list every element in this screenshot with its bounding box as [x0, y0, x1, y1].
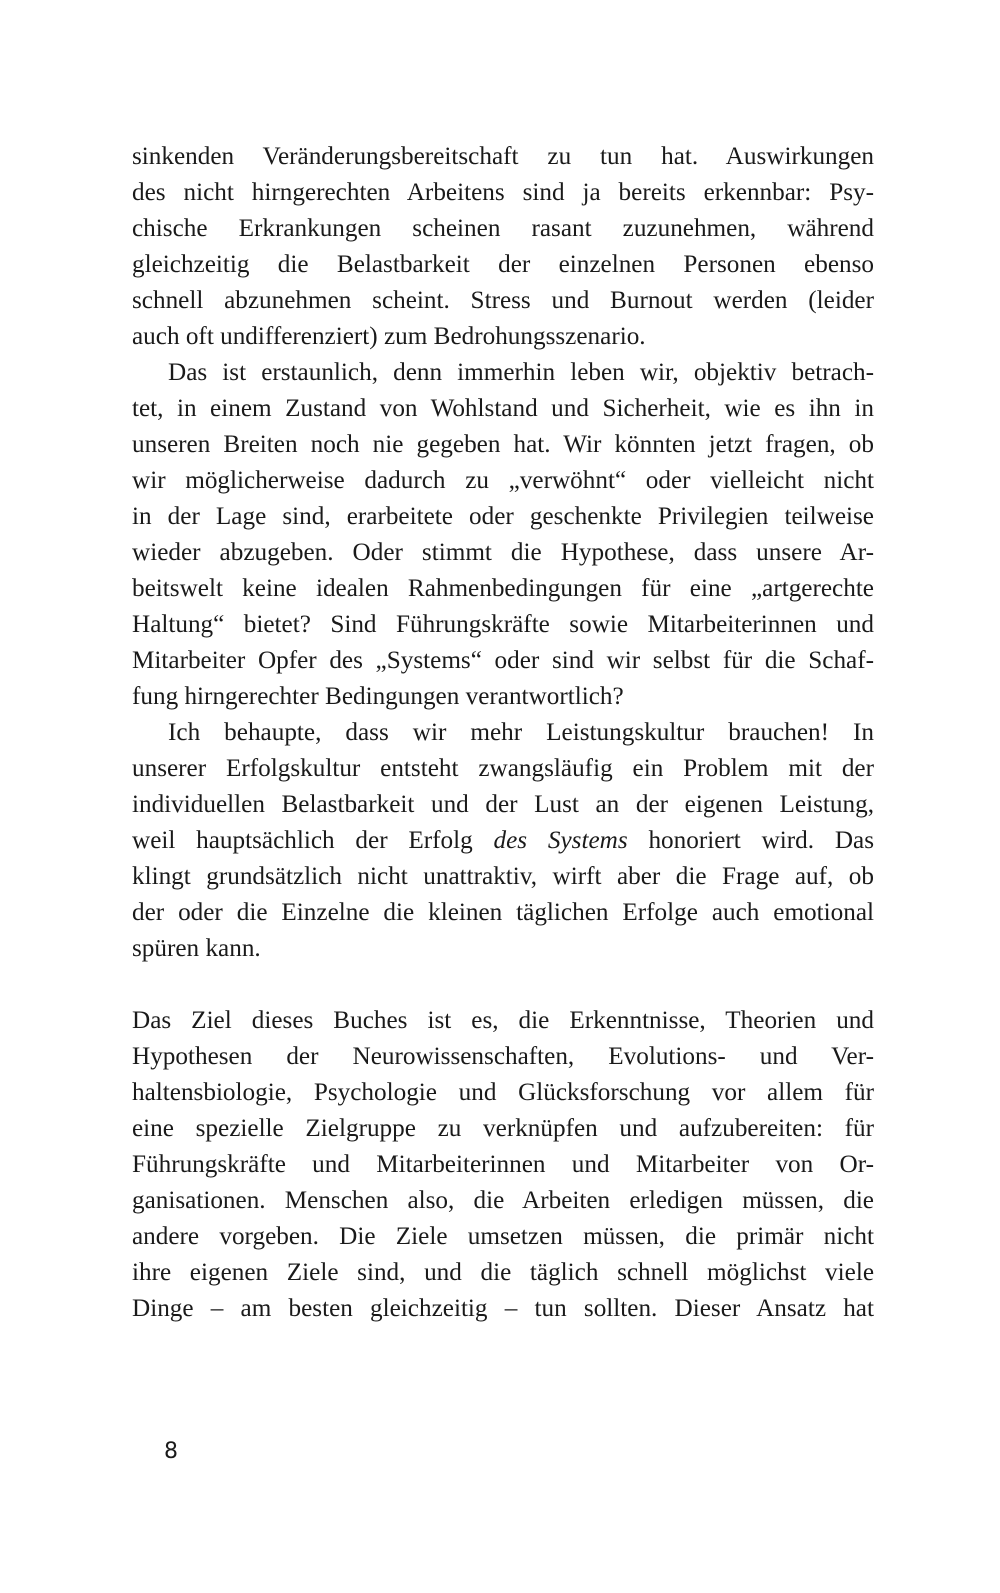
text-line: individuellen Belastbarkeit und der Lust an der eigenen Leistung,: [132, 791, 874, 818]
paragraph-4: [132, 1003, 874, 1327]
paragraph-1: [132, 139, 874, 355]
text-line: Das ist erstaunlich, denn immerhin leben wir, objektiv betrach-: [168, 359, 874, 386]
text-line: sinkenden Veränderungsbereitschaft zu tun hat. Auswirkungen: [132, 143, 874, 170]
text-block-bottom: [132, 1003, 874, 1327]
text-line: wir möglicherweise dadurch zu „verwöhnt“ oder vielleicht nicht: [132, 467, 874, 494]
emphasis-text: des Systems: [493, 827, 628, 854]
text-line: Das Ziel dieses Buches ist es, die Erkenntnisse, Theorien und: [132, 1007, 874, 1034]
text-line: unserer Erfolgskultur entsteht zwangsläufig ein Problem mit der: [132, 755, 874, 782]
text-line: ganisationen. Menschen also, die Arbeiten erledigen müssen, die: [132, 1187, 874, 1214]
text-line: unseren Breiten noch nie gegeben hat. Wir könnten jetzt fragen, ob: [132, 431, 874, 458]
text-line: in der Lage sind, erarbeitete oder geschenkte Privilegien teilweise: [132, 503, 874, 530]
text-line: auch oft undifferenziert) zum Bedrohungsszenario.: [132, 323, 646, 350]
text-line: Haltung“ bietet? Sind Führungskräfte sowie Mitarbeiterinnen und: [132, 611, 874, 638]
text-line: andere vorgeben. Die Ziele umsetzen müssen, die primär nicht: [132, 1223, 874, 1250]
text-segment: weil hauptsächlich der Erfolg: [132, 827, 494, 854]
text-line: ihre eigenen Ziele sind, und die täglich schnell möglichst viele: [132, 1259, 874, 1286]
text-line: Mitarbeiter Opfer des „Systems“ oder sind wir selbst für die Schaf-: [132, 647, 874, 674]
text-line: Ich behaupte, dass wir mehr Leistungskultur brauchen! In: [168, 719, 874, 746]
text-line: schnell abzunehmen scheint. Stress und Burnout werden (leider: [132, 287, 874, 314]
text-line: klingt grundsätzlich nicht unattraktiv, wirft aber die Frage auf, ob: [132, 863, 874, 890]
text-line: Dinge – am besten gleichzeitig – tun sollten. Dieser Ansatz hat: [132, 1295, 874, 1322]
text-line-with-emphasis: [132, 823, 874, 859]
text-line: beitswelt keine idealen Rahmenbedingungen für eine „artgerechte: [132, 575, 874, 602]
paragraph-2: [132, 355, 874, 715]
text-line: Führungskräfte und Mitarbeiterinnen und Mitarbeiter von Or-: [132, 1151, 874, 1178]
text-line: chische Erkrankungen scheinen rasant zuzunehmen, während: [132, 215, 874, 242]
page-number: 8: [164, 1439, 178, 1464]
text-line: spüren kann.: [132, 935, 261, 962]
text-segment: honoriert wird. Das: [627, 827, 874, 854]
text-line: tet, in einem Zustand von Wohlstand und Sicherheit, wie es ihn in: [132, 395, 874, 422]
text-line: gleichzeitig die Belastbarkeit der einzelnen Personen ebenso: [132, 251, 874, 278]
text-block-top: [132, 139, 874, 967]
text-line: Hypothesen der Neurowissenschaften, Evolutions- und Ver-: [132, 1043, 874, 1070]
text-line: der oder die Einzelne die kleinen täglichen Erfolge auch emotional: [132, 899, 874, 926]
paragraph-3: [132, 715, 874, 967]
text-line: wieder abzugeben. Oder stimmt die Hypothese, dass unsere Ar-: [132, 539, 874, 566]
text-line: eine spezielle Zielgruppe zu verknüpfen und aufzubereiten: für: [132, 1115, 874, 1142]
text-line: haltensbiologie, Psychologie und Glücksforschung vor allem für: [132, 1079, 874, 1106]
text-line: des nicht hirngerechten Arbeitens sind ja bereits erkennbar: Psy-: [132, 179, 874, 206]
text-line: fung hirngerechter Bedingungen verantwortlich?: [132, 683, 624, 710]
